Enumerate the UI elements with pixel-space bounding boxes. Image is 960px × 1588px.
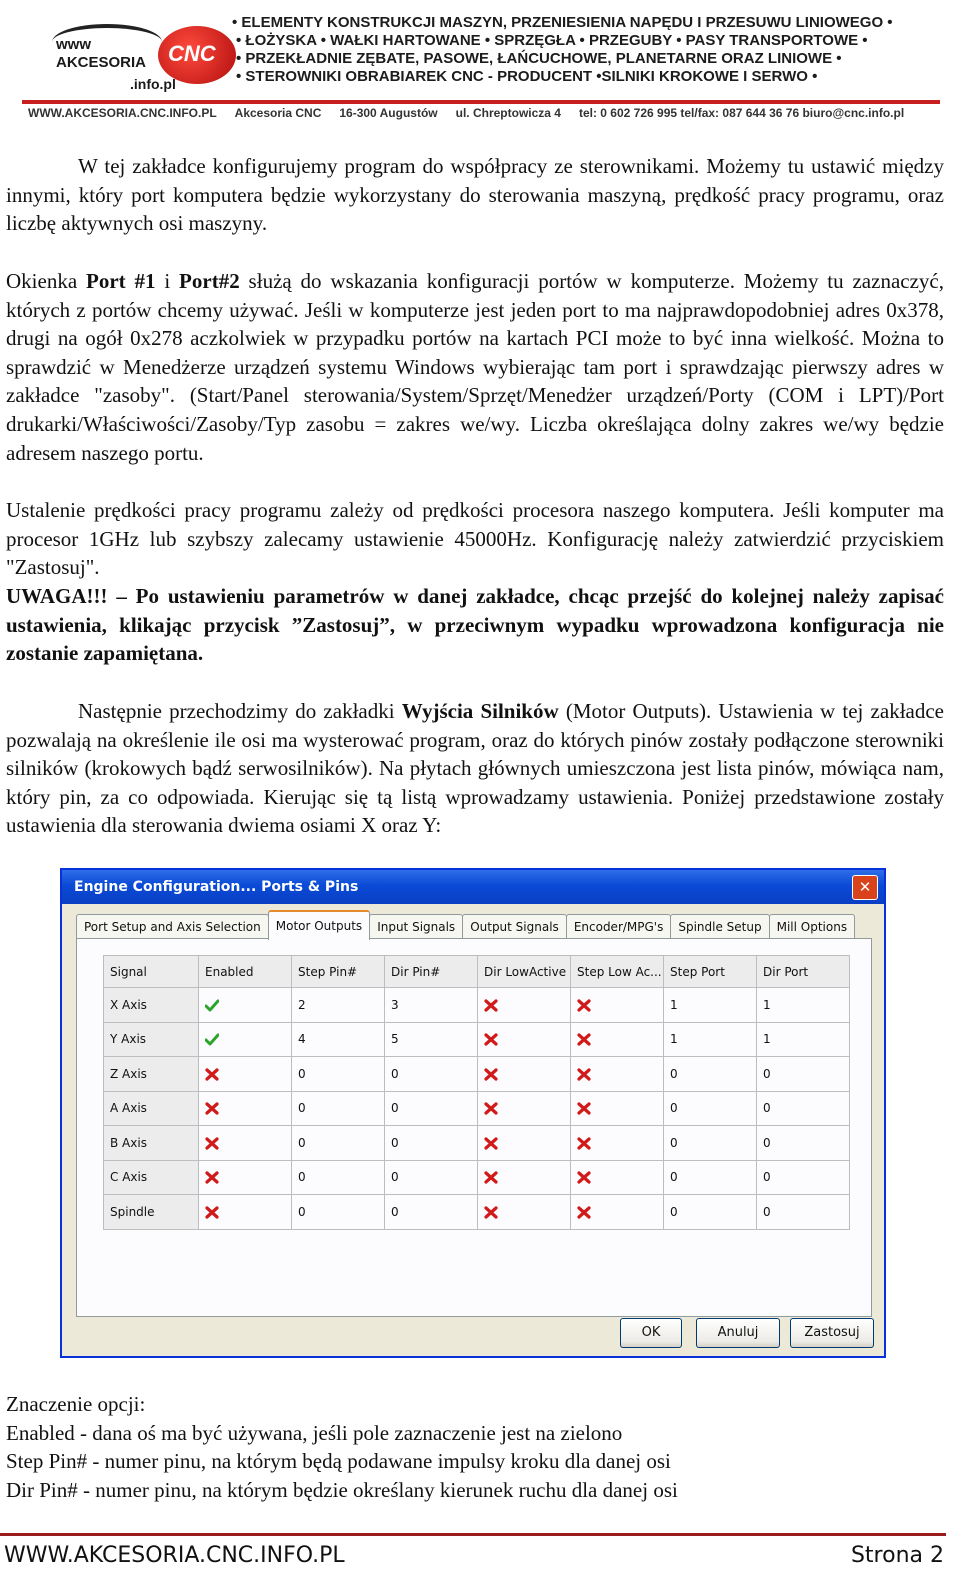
- logo-www: www: [56, 36, 92, 53]
- cross-icon[interactable]: [484, 1171, 498, 1184]
- legend-item-enabled: Enabled - dana oś ma być używana, jeśli pole zaznaczenie jest na zielono: [6, 1420, 623, 1445]
- col-header-signal[interactable]: Signal: [104, 956, 199, 988]
- cell-step-port[interactable]: 0: [664, 1195, 757, 1230]
- header-line: • STEROWNIKI OBRABIAREK CNC - PRODUCENT •SILNIKI KROKOWE I SERWO •: [236, 68, 818, 85]
- col-header-dir-lowactive[interactable]: Dir LowActive: [478, 956, 571, 988]
- cross-icon[interactable]: [577, 999, 591, 1012]
- cell-enabled[interactable]: [199, 1022, 292, 1057]
- cell-dir-pin[interactable]: 0: [385, 1057, 478, 1092]
- header-line: • ELEMENTY KONSTRUKCJI MASZYN, PRZENIESIENIA NAPĘDU I PRZESUWU LINIOWEGO •: [232, 14, 893, 31]
- col-header-step-pin[interactable]: Step Pin#: [292, 956, 385, 988]
- text-port1: Port #1: [86, 269, 156, 293]
- cell-step-lowactive[interactable]: [571, 1091, 664, 1126]
- cross-icon[interactable]: [484, 1206, 498, 1219]
- tab-encoder-mpg[interactable]: Encoder/MPG's: [566, 914, 672, 939]
- grid-row: [104, 1091, 850, 1126]
- cell-dir-pin[interactable]: 0: [385, 1091, 478, 1126]
- paragraph-speed: Ustalenie prędkości pracy programu zależy od prędkości procesora naszego komputera. Jeśli komputer ma procesor 1GHz lub szybszy zalecamy ustawienie 45000Hz. Konfigurację należy zatwierdzić przyciskiem "Zastosuj".: [6, 498, 944, 580]
- header-contact: [28, 106, 922, 120]
- page-header: [0, 0, 960, 128]
- text-motor-outputs: Wyjścia Silników: [401, 699, 559, 723]
- paragraph-intro: W tej zakładce konfigurujemy program do współpracy ze sterownikami. Możemy tu ustawić między innymi, który port komputera będzie wykorzystany do sterowania maszyną, prędkość pracy programu, oraz liczbę aktywnych osi maszyny.: [6, 154, 944, 236]
- text-run: Okienka: [6, 269, 86, 293]
- engine-config-dialog: [60, 868, 886, 1358]
- cell-step-lowactive[interactable]: [571, 1022, 664, 1057]
- cell-dir-port[interactable]: 0: [757, 1057, 850, 1092]
- cell-step-pin[interactable]: 2: [292, 988, 385, 1023]
- legend-item-step-pin: Step Pin# - numer pinu, na którym będą podawane impulsy kroku dla danej osi: [6, 1449, 671, 1474]
- tab-spindle-setup[interactable]: Spindle Setup: [670, 914, 769, 939]
- close-icon[interactable]: ✕: [852, 875, 878, 900]
- cell-dir-port[interactable]: 1: [757, 1022, 850, 1057]
- col-header-dir-port[interactable]: Dir Port: [757, 956, 850, 988]
- cross-icon[interactable]: [484, 1102, 498, 1115]
- check-icon[interactable]: [205, 999, 219, 1012]
- grid-row: [104, 1195, 850, 1230]
- grid-row: [104, 988, 850, 1023]
- cell-step-pin[interactable]: 0: [292, 1126, 385, 1161]
- cell-dir-port[interactable]: 0: [757, 1160, 850, 1195]
- cell-step-pin[interactable]: 0: [292, 1091, 385, 1126]
- cell-step-lowactive[interactable]: [571, 1126, 664, 1161]
- text-run: Następnie przechodzimy do zakładki: [78, 699, 402, 723]
- cell-signal: B Axis: [104, 1126, 199, 1161]
- grid-body: [104, 988, 850, 1230]
- cross-icon[interactable]: [205, 1137, 219, 1150]
- contact-street: ul. Chreptowicza 4: [455, 106, 561, 120]
- cross-icon[interactable]: [205, 1206, 219, 1219]
- cell-dir-pin[interactable]: 0: [385, 1160, 478, 1195]
- tab-port-setup[interactable]: Port Setup and Axis Selection: [76, 914, 269, 939]
- cross-icon[interactable]: [577, 1068, 591, 1081]
- cell-signal: Y Axis: [104, 1022, 199, 1057]
- cell-dir-lowactive[interactable]: [478, 1091, 571, 1126]
- cell-step-lowactive[interactable]: [571, 1160, 664, 1195]
- grid-row: [104, 1057, 850, 1092]
- cell-step-port[interactable]: 1: [664, 1022, 757, 1057]
- cell-dir-pin[interactable]: 5: [385, 1022, 478, 1057]
- cell-enabled[interactable]: [199, 1195, 292, 1230]
- company-logo: [30, 22, 226, 100]
- text-run: (Motor Outputs). Ustawienia w tej zakładce pozwalają na określenie ile osi ma wysterować program, oraz do których pinów zostały podłączone sterowniki silników (krokowych bądź serwosilników). Na płytach głównych umieszczona jest lista pinów, mówiąca nam, który pin, za co odpowiada. Kierując się tą listą wprowadzamy ustawienia. Poniżej przedstawione zostały ustawienia dla sterowania dwiema osiami X oraz Y:: [6, 699, 944, 838]
- cell-dir-port[interactable]: 0: [757, 1126, 850, 1161]
- paragraph-warning: UWAGA!!! – Po ustawieniu parametrów w danej zakładce, chcąc przejść do kolejnej należy zapisać ustawienia, klikając przycisk ”Zastosuj”, w przeciwnym wypadku wprowadzona konfiguracja nie zostanie zapamiętana.: [6, 584, 944, 666]
- cell-step-pin[interactable]: 4: [292, 1022, 385, 1057]
- cell-step-lowactive[interactable]: [571, 1195, 664, 1230]
- cell-signal: X Axis: [104, 988, 199, 1023]
- tab-motor-outputs[interactable]: Motor Outputs: [268, 910, 370, 940]
- cell-enabled[interactable]: [199, 1160, 292, 1195]
- options-legend: [6, 1390, 944, 1504]
- tab-input-signals[interactable]: Input Signals: [369, 914, 463, 939]
- grid-empty-area: [104, 1229, 850, 1298]
- contact-site: WWW.AKCESORIA.CNC.INFO.PL: [28, 106, 217, 120]
- cell-step-lowactive[interactable]: [571, 1057, 664, 1092]
- cell-enabled[interactable]: [199, 988, 292, 1023]
- footer-rule: [0, 1533, 946, 1536]
- cross-icon[interactable]: [205, 1102, 219, 1115]
- cell-dir-lowactive[interactable]: [478, 988, 571, 1023]
- motor-outputs-panel: [76, 938, 872, 1317]
- cell-dir-lowactive[interactable]: [478, 1160, 571, 1195]
- cross-icon[interactable]: [484, 1068, 498, 1081]
- footer-site: WWW.AKCESORIA.CNC.INFO.PL: [4, 1543, 345, 1568]
- logo-name: AKCESORIA: [56, 54, 147, 71]
- cell-step-port[interactable]: 0: [664, 1160, 757, 1195]
- cell-step-port[interactable]: 0: [664, 1126, 757, 1161]
- cell-dir-lowactive[interactable]: [478, 1126, 571, 1161]
- cross-icon[interactable]: [577, 1206, 591, 1219]
- cell-dir-port[interactable]: 1: [757, 988, 850, 1023]
- col-header-step-lowactive[interactable]: Step Low Ac...: [571, 956, 664, 988]
- cell-signal: Spindle: [104, 1195, 199, 1230]
- text-run: służą do wskazania konfiguracji portów w komputerze. Możemy tu zaznaczyć, których z portów chcemy używać. Jeśli w komputerze jest jeden port to ma najprawdopodobniej adres 0x378, drugi na ogół 0x278 aczkolwiek w przypadku portów na kartach PCI może to być inna wielkość. Można to sprawdzić w Menedżerze urządzeń systemu Windows wybierając tam port i sprawdzając pierwszy adres w zakładce "zasoby". (Start/Panel sterowania/System/Sprzęt/Menedżer urządzeń/Porty (COM i LPT)/Port drukarki/Właściwości/Zasoby/Typ zasobu = zakres we/wy. Liczba określająca dolny zakres we/wy będzie adresem naszego portu.: [6, 269, 944, 465]
- cell-step-pin[interactable]: 0: [292, 1160, 385, 1195]
- cell-signal: A Axis: [104, 1091, 199, 1126]
- cell-signal: Z Axis: [104, 1057, 199, 1092]
- dialog-titlebar: [62, 870, 884, 904]
- logo-badge-text: CNC: [168, 41, 216, 66]
- contact-company: Akcesoria CNC: [234, 106, 322, 120]
- contact-phone: tel: 0 602 726 995 tel/fax: 087 644 36 76 biuro@cnc.info.pl: [578, 106, 905, 120]
- grid-row: [104, 1022, 850, 1057]
- cell-step-port[interactable]: 0: [664, 1057, 757, 1092]
- cell-dir-port[interactable]: 0: [757, 1091, 850, 1126]
- grid-header-row: [104, 956, 850, 988]
- cell-dir-pin[interactable]: 3: [385, 988, 478, 1023]
- cell-dir-pin[interactable]: 0: [385, 1195, 478, 1230]
- paragraph-motor-outputs: [6, 697, 944, 840]
- cross-icon[interactable]: [205, 1171, 219, 1184]
- col-header-enabled[interactable]: Enabled: [199, 956, 292, 988]
- grid-empty-row: [104, 1229, 850, 1298]
- cross-icon[interactable]: [577, 1033, 591, 1046]
- cell-enabled[interactable]: [199, 1126, 292, 1161]
- dialog-title: Engine Configuration... Ports & Pins: [74, 879, 359, 895]
- cell-step-port[interactable]: 1: [664, 988, 757, 1023]
- cross-icon[interactable]: [205, 1068, 219, 1081]
- ok-button[interactable]: OK: [620, 1318, 682, 1348]
- cell-signal: C Axis: [104, 1160, 199, 1195]
- cell-enabled[interactable]: [199, 1091, 292, 1126]
- paragraph-ports: [6, 267, 944, 467]
- contact-city: 16-300 Augustów: [339, 106, 438, 120]
- cell-enabled[interactable]: [199, 1057, 292, 1092]
- cell-dir-lowactive[interactable]: [478, 1057, 571, 1092]
- header-product-lines: [232, 14, 932, 86]
- col-header-dir-pin[interactable]: Dir Pin#: [385, 956, 478, 988]
- grid-row: [104, 1126, 850, 1161]
- cross-icon[interactable]: [484, 1137, 498, 1150]
- header-rule: [22, 100, 940, 104]
- check-icon[interactable]: [205, 1033, 219, 1046]
- tab-output-signals[interactable]: Output Signals: [462, 914, 567, 939]
- cell-step-pin[interactable]: 0: [292, 1195, 385, 1230]
- cancel-button[interactable]: Anuluj: [696, 1318, 780, 1348]
- legend-title: Znaczenie opcji:: [6, 1392, 146, 1416]
- grid-row: [104, 1160, 850, 1195]
- cross-icon[interactable]: [484, 999, 498, 1012]
- tab-mill-options[interactable]: Mill Options: [769, 914, 855, 939]
- cross-icon[interactable]: [577, 1171, 591, 1184]
- logo-domain: .info.pl: [130, 76, 176, 92]
- cell-dir-lowactive[interactable]: [478, 1195, 571, 1230]
- text-run: i: [155, 269, 180, 293]
- cross-icon[interactable]: [484, 1033, 498, 1046]
- col-header-step-port[interactable]: Step Port: [664, 956, 757, 988]
- cell-step-lowactive[interactable]: [571, 988, 664, 1023]
- cell-dir-port[interactable]: 0: [757, 1195, 850, 1230]
- cell-dir-pin[interactable]: 0: [385, 1126, 478, 1161]
- footer-page-number: Strona 2: [850, 1543, 944, 1568]
- motor-outputs-grid: [103, 955, 850, 1298]
- cell-step-port[interactable]: 0: [664, 1091, 757, 1126]
- cross-icon[interactable]: [577, 1102, 591, 1115]
- cell-step-pin[interactable]: 0: [292, 1057, 385, 1092]
- text-port2: Port#2: [179, 269, 240, 293]
- legend-item-dir-pin: Dir Pin# - numer pinu, na którym będzie określany kierunek ruchu dla danej osi: [6, 1477, 678, 1502]
- header-line: • PRZEKŁADNIE ZĘBATE, PASOWE, ŁAŃCUCHOWE, PLANETARNE ORAZ LINIOWE •: [236, 50, 842, 67]
- dialog-tabs: [76, 910, 854, 938]
- apply-button[interactable]: Zastosuj: [790, 1318, 874, 1348]
- cross-icon[interactable]: [577, 1137, 591, 1150]
- cell-dir-lowactive[interactable]: [478, 1022, 571, 1057]
- header-line: • ŁOŻYSKA • WAŁKI HARTOWANE • SPRZĘGŁA • PRZEGUBY • PASY TRANSPORTOWE •: [236, 32, 868, 49]
